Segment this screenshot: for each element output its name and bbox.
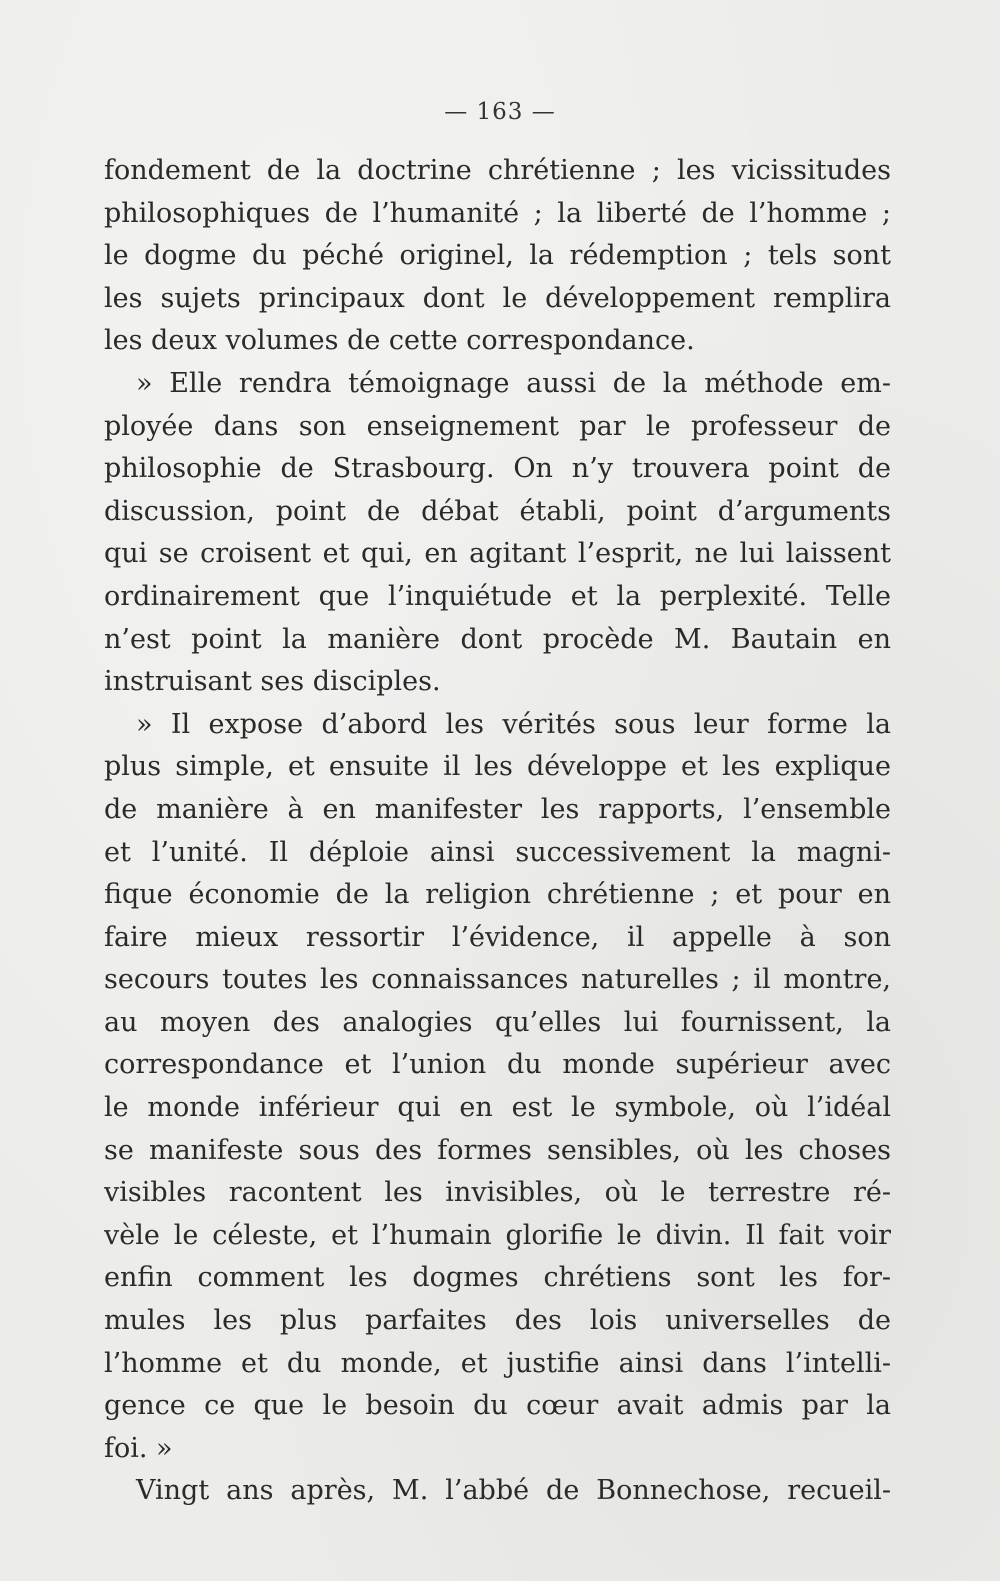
text-line: le monde inférieur qui en est le symbole, où l’idéal <box>104 1092 891 1124</box>
text-line: faire mieux ressortir l’évidence, il appelle à son <box>104 921 891 953</box>
body-text <box>104 150 891 1513</box>
text-line: » Elle rendra témoignage aussi de la méthode em- <box>136 367 891 399</box>
text-line: se manifeste sous des formes sensibles, où les choses <box>104 1134 891 1166</box>
text-line: fique économie de la religion chrétienne ; et pour en <box>104 879 891 911</box>
text-line: les sujets principaux dont le développement remplira <box>104 282 891 314</box>
text-line: n’est point la manière dont procède M. Bautain en <box>104 623 891 655</box>
text-line: vèle le céleste, et l’humain glorifie le divin. Il fait voir <box>104 1219 891 1251</box>
text-line: fondement de la doctrine chrétienne ; les vicissitudes <box>104 155 891 186</box>
text-line: Vingt ans après, M. l’abbé de Bonnechose, recueil- <box>136 1475 891 1507</box>
text-line: visibles racontent les invisibles, où le terrestre ré- <box>104 1177 891 1209</box>
text-line: foi. » <box>104 1432 173 1464</box>
text-line: gence ce que le besoin du cœur avait admis par la <box>104 1390 891 1422</box>
text-line: et l’unité. Il déploie ainsi successivement la magni- <box>104 836 891 868</box>
page-number: — 163 — <box>444 99 556 125</box>
text-line: le dogme du péché originel, la rédemption ; tels sont <box>104 240 891 272</box>
text-line: qui se croisent et qui, en agitant l’esprit, ne lui laissent <box>104 538 891 570</box>
text-line: philosophie de Strasbourg. On n’y trouvera point de <box>104 453 891 485</box>
text-line: mules les plus parfaites des lois universelles de <box>104 1305 891 1337</box>
text-line: enfin comment les dogmes chrétiens sont les for- <box>104 1262 891 1294</box>
text-line: plus simple, et ensuite il les développe et les explique <box>104 751 891 783</box>
text-line: l’homme et du monde, et justifie ainsi dans l’intelli- <box>104 1347 891 1379</box>
text-line: ordinairement que l’inquiétude et la perplexité. Telle <box>104 580 891 612</box>
text-line: correspondance et l’union du monde supérieur avec <box>104 1049 891 1081</box>
text-line: instruisant ses disciples. <box>104 666 441 698</box>
text-line: au moyen des analogies qu’elles lui fournissent, la <box>104 1006 891 1038</box>
text-line: discussion, point de débat établi, point d’arguments <box>104 495 891 527</box>
text-line: de manière à en manifester les rapports, l’ensemble <box>104 793 891 825</box>
text-line: » Il expose d’abord les vérités sous leur forme la <box>136 708 891 740</box>
text-line: les deux volumes de cette correspondance. <box>104 325 695 357</box>
text-line: philosophiques de l’humanité ; la liberté de l’homme ; <box>104 197 891 229</box>
text-line: ployée dans son enseignement par le professeur de <box>104 410 891 442</box>
text-line: secours toutes les connaissances naturelles ; il montre, <box>104 964 891 996</box>
